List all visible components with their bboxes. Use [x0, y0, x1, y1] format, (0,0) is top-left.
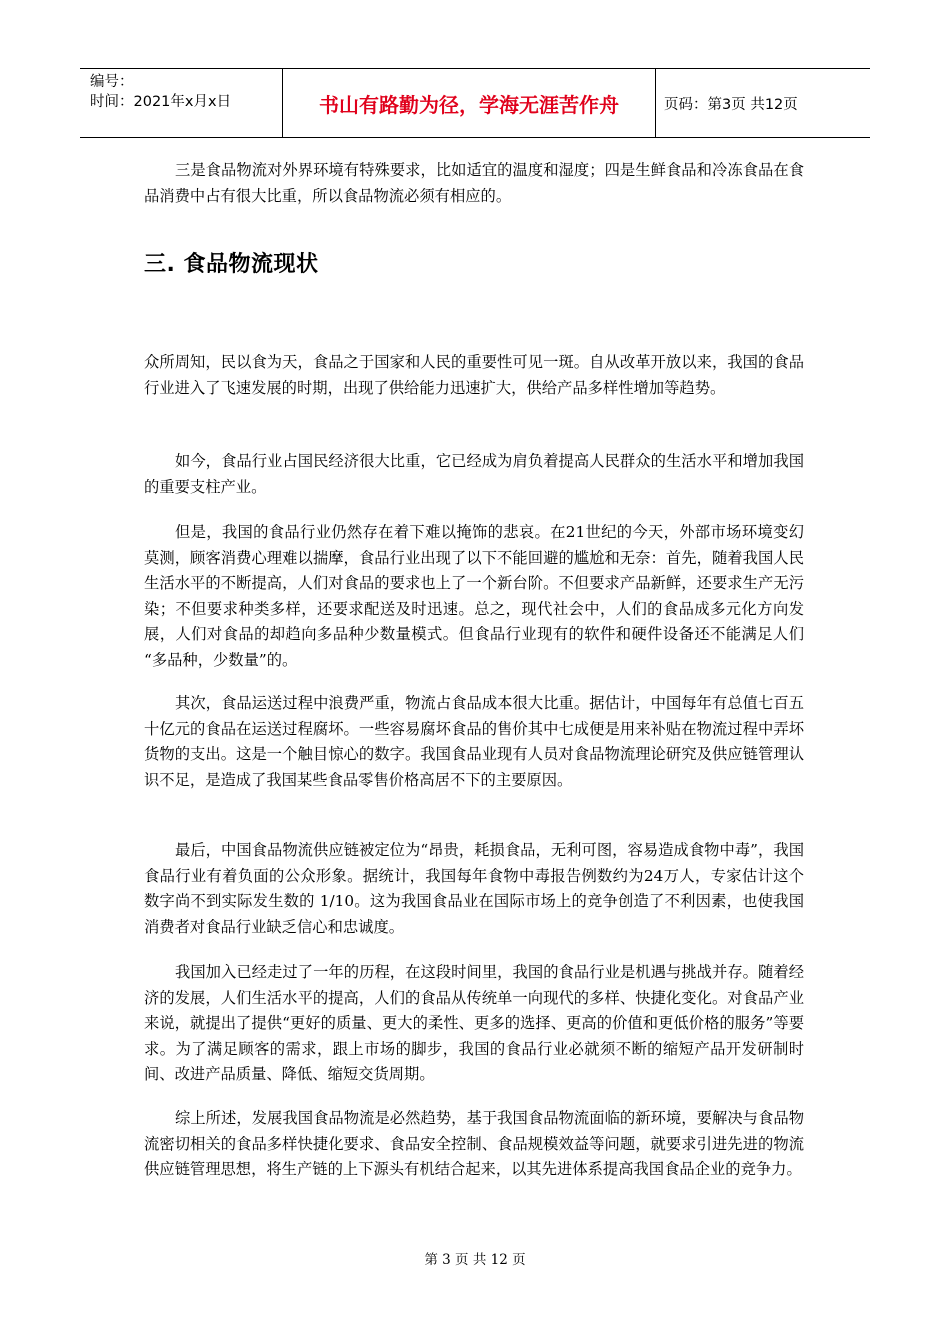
header-meta	[80, 69, 282, 137]
body-paragraph-3	[144, 520, 804, 674]
number-label: 编号：	[90, 74, 134, 90]
body-paragraph-1	[144, 350, 804, 401]
paragraph: 众所周知，民以食为天，食品之于国家和人民的重要性可见一斑。自从改革开放以来，我国的食品行业进入了飞速发展的时期，出现了供给能力迅速扩大，供给产品多样性增加等趋势。	[144, 353, 804, 397]
paragraph: 综上所述，发展我国食品物流是必然趋势，基于我国食品物流面临的新环境，要解决与食品物流密切相关的食品多样快捷化要求、食品安全控制、食品规模效益等问题，就要求引进先进的物流供应链管理思想，将生产链的上下源头有机结合起来，以其先进体系提高我国食品企业的竞争力。	[144, 1109, 804, 1179]
header-page-info: 页码：第3页 共12页	[664, 96, 798, 113]
header-motto: 书山有路勤为径，学海无涯苦作舟	[282, 69, 656, 137]
intro-block	[144, 158, 804, 209]
paragraph: 最后，中国食品物流供应链被定位为“昂贵，耗损食品，无利可图，容易造成食物中毒”，我国食品行业有着负面的公众形象。据统计，我国每年食物中毒报告例数约为24万人，专家估计这个数字尚不到实际发生数的 1/10。这为我国食品业在国际市场上的竞争创造了不利因素，也使我国消费者对食品行业缺乏信心和忠诚度。	[144, 841, 804, 936]
paragraph: 我国加入已经走过了一年的历程，在这段时间里，我国的食品行业是机遇与挑战并存。随着经济的发展，人们生活水平的提高，人们的食品从传统单一向现代的多样、快捷化变化。对食品产业来说，就提出了提供“更好的质量、更大的柔性、更多的选择、更高的价值和更低价格的服务”等要求。为了满足顾客的需求，跟上市场的脚步，我国的食品行业必就须不断的缩短产品开发研制时间、改进产品质量、降低、缩短交货周期。	[144, 963, 804, 1084]
paragraph: 但是，我国的食品行业仍然存在着下难以掩饰的悲哀。在21世纪的今天，外部市场环境变幻莫测，顾客消费心理难以揣摩，食品行业出现了以下不能回避的尴尬和无奈：首先，随着我国人民生活水平的不断提高，人们对食品的要求也上了一个新台阶。不但要求产品新鲜，还要求生产无污染；不但要求种类多样，还要求配送及时迅速。总之，现代社会中，人们的食品成多元化方向发展，人们对食品的却趋向多品种少数量模式。但食品行业现有的软件和硬件设备还不能满足人们 “多品种，少数量”的。	[144, 523, 804, 669]
body-paragraph-2	[144, 449, 804, 500]
body-paragraph-6	[144, 960, 804, 1088]
body-paragraph-5	[144, 838, 804, 940]
section-heading: 三. 食品物流现状	[144, 252, 319, 277]
intro-paragraph: 三是食品物流对外界环境有特殊要求，比如适宜的温度和湿度；四是生鲜食品和冷冻食品在食品消费中占有很大比重，所以食品物流必须有相应的。	[144, 161, 804, 205]
body-paragraph-4	[144, 691, 804, 793]
page-footer: 第 3 页 共 12 页	[424, 1252, 526, 1268]
paragraph: 如今，食品行业占国民经济很大比重，它已经成为肩负着提高人民群众的生活水平和增加我国的重要支柱产业。	[144, 452, 804, 496]
page-header	[80, 68, 870, 138]
paragraph: 其次，食品运送过程中浪费严重，物流占食品成本很大比重。据估计，中国每年有总值七百五十亿元的食品在运送过程腐坏。一些容易腐坏食品的售价其中七成便是用来补贴在物流过程中弄坏货物的支出。这是一个触目惊心的数字。我国食品业现有人员对食品物流理论研究及供应链管理认识不足，是造成了我国某些食品零售价格高居不下的主要原因。	[144, 694, 804, 789]
date-label: 时间：2021年x月x日	[90, 94, 232, 110]
body-paragraph-7	[144, 1106, 804, 1183]
